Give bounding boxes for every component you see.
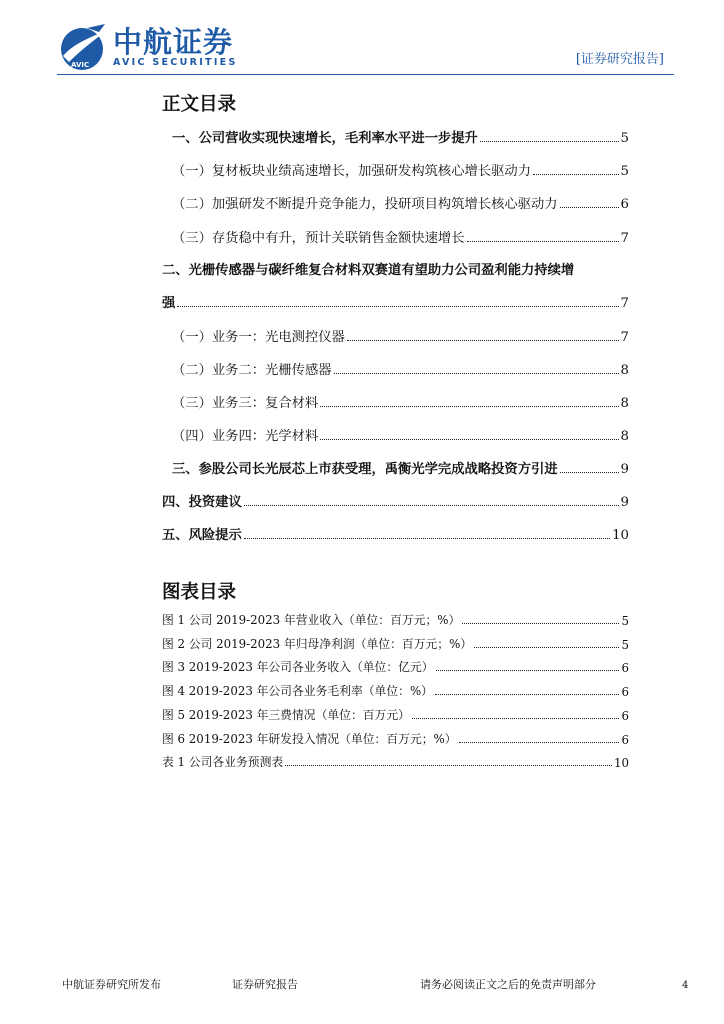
toc-entry-text: 一、公司营收实现快速增长，毛利率水平进一步提升 — [172, 131, 478, 146]
toc-entry-continued[interactable] — [162, 291, 629, 311]
figure-entry-text: 图 3 2019-2023 年公司各业务收入（单位：亿元） — [162, 660, 434, 674]
figure-entry[interactable] — [162, 682, 629, 699]
figure-entry-text: 图 5 2019-2023 年三费情况（单位：百万元） — [162, 708, 410, 722]
toc-entry-page: 10 — [612, 528, 629, 543]
figure-entry[interactable] — [162, 611, 629, 628]
toc-title: 正文目录 — [162, 94, 237, 115]
dot-leader — [244, 504, 619, 506]
dot-leader — [177, 305, 618, 307]
dot-leader — [320, 405, 618, 407]
toc-entry[interactable] — [172, 159, 629, 179]
dot-leader — [467, 240, 619, 242]
toc-entry[interactable] — [162, 490, 629, 510]
figure-entry-text: 图 2 公司 2019-2023 年归母净利润（单位：百万元；%） — [162, 637, 473, 651]
toc-entry[interactable] — [172, 457, 629, 477]
toc-entry-page: 8 — [620, 429, 629, 444]
toc-entry-text: 四、投资建议 — [162, 495, 242, 510]
toc-entry-page: 7 — [620, 231, 629, 246]
toc-entry-page: 5 — [620, 131, 629, 146]
figure-entry-page: 5 — [621, 614, 629, 628]
figures-title: 图表目录 — [162, 582, 237, 603]
toc-entry[interactable] — [172, 358, 629, 378]
figure-entry[interactable] — [162, 730, 629, 747]
toc-entry[interactable] — [162, 523, 629, 543]
toc-entry[interactable] — [172, 391, 629, 411]
toc-entry-text: （三）存货稳中有升，预计关联销售金额快速增长 — [172, 231, 465, 246]
figure-entry-page: 6 — [621, 685, 629, 699]
figure-entry[interactable] — [162, 706, 629, 723]
figure-entry-page: 6 — [621, 661, 629, 675]
toc-entry-text: （二）业务二：光栅传感器 — [172, 363, 332, 378]
footer-publisher: 中航证券研究所发布 — [62, 978, 161, 991]
logo-english-name: AVIC SECURITIES — [113, 57, 238, 68]
figure-entry-text: 图 6 2019-2023 年研发投入情况（单位：百万元；%） — [162, 732, 457, 746]
toc-entry[interactable] — [172, 192, 629, 212]
toc-entry-text: （一）业务一：光电测控仪器 — [172, 330, 345, 345]
toc-entry[interactable] — [172, 126, 629, 146]
toc-entry[interactable] — [172, 325, 629, 345]
figure-entry-text: 图 4 2019-2023 年公司各业务毛利率（单位：%） — [162, 684, 433, 698]
logo-mark-text: AVIC — [71, 61, 90, 69]
report-type-tag: [证券研究报告] — [575, 52, 664, 67]
toc-entry-text: （四）业务四：光学材料 — [172, 429, 319, 444]
dot-leader — [462, 622, 619, 624]
toc-entry-page: 6 — [620, 197, 629, 212]
dot-leader — [320, 438, 618, 440]
toc-entry[interactable] — [172, 424, 629, 444]
page-header — [0, 0, 724, 90]
toc-entry-text: 三、参股公司长光辰芯上市获受理，禹衡光学完成战略投资方引进 — [172, 462, 558, 477]
toc-entry-page: 8 — [620, 363, 629, 378]
avic-logo-icon — [57, 22, 109, 74]
figure-entry-page: 10 — [613, 756, 629, 770]
toc-entry-text: （二）加强研发不断提升竞争能力，投研项目构筑增长核心驱动力 — [172, 197, 558, 212]
toc-entry[interactable] — [162, 258, 629, 278]
toc-entry-text: （三）业务三：复合材料 — [172, 396, 319, 411]
header-divider — [57, 74, 674, 75]
dot-leader — [285, 764, 612, 766]
footer-page-number: 4 — [682, 980, 689, 991]
toc-entry-text: 强 — [162, 296, 176, 311]
toc-entry-text: 五、风险提示 — [162, 528, 242, 543]
figure-entry[interactable] — [162, 753, 629, 770]
toc-entry-page: 9 — [620, 462, 629, 477]
toc-entry-page: 5 — [620, 164, 629, 179]
figure-entry-page: 5 — [621, 638, 629, 652]
toc-entry-text: 二、光栅传感器与碳纤维复合材料双赛道有望助力公司盈利能力持续增 — [162, 263, 575, 278]
dot-leader — [560, 471, 619, 473]
toc-entry-text: （一）复材板块业绩高速增长，加强研发构筑核心增长驱动力 — [172, 164, 532, 179]
dot-leader — [334, 372, 619, 374]
dot-leader — [533, 173, 619, 175]
figure-entry[interactable] — [162, 635, 629, 652]
toc-entry-page: 7 — [620, 330, 629, 345]
dot-leader — [459, 741, 620, 743]
figure-entry[interactable] — [162, 658, 629, 675]
dot-leader — [347, 339, 619, 341]
footer-disclaimer: 请务必阅读正文之后的免责声明部分 — [420, 978, 596, 991]
toc-entry-page: 9 — [620, 495, 629, 510]
dot-leader — [436, 669, 620, 671]
dot-leader — [435, 693, 620, 695]
figure-entry-text: 图 1 公司 2019-2023 年营业收入（单位：百万元；%） — [162, 613, 461, 627]
toc-entry-page: 7 — [620, 296, 629, 311]
footer-report-type: 证券研究报告 — [232, 978, 298, 991]
dot-leader — [480, 140, 619, 142]
figure-entry-page: 6 — [621, 733, 629, 747]
figure-entry-text: 表 1 公司各业务预测表 — [162, 755, 284, 769]
dot-leader — [412, 717, 620, 719]
toc-entry[interactable] — [172, 226, 629, 246]
dot-leader — [244, 537, 610, 539]
dot-leader — [474, 646, 619, 648]
page-footer — [0, 968, 724, 998]
toc-entry-page: 8 — [620, 396, 629, 411]
figure-entry-page: 6 — [621, 709, 629, 723]
dot-leader — [560, 206, 619, 208]
logo-chinese-name: 中航证券 — [113, 25, 234, 59]
